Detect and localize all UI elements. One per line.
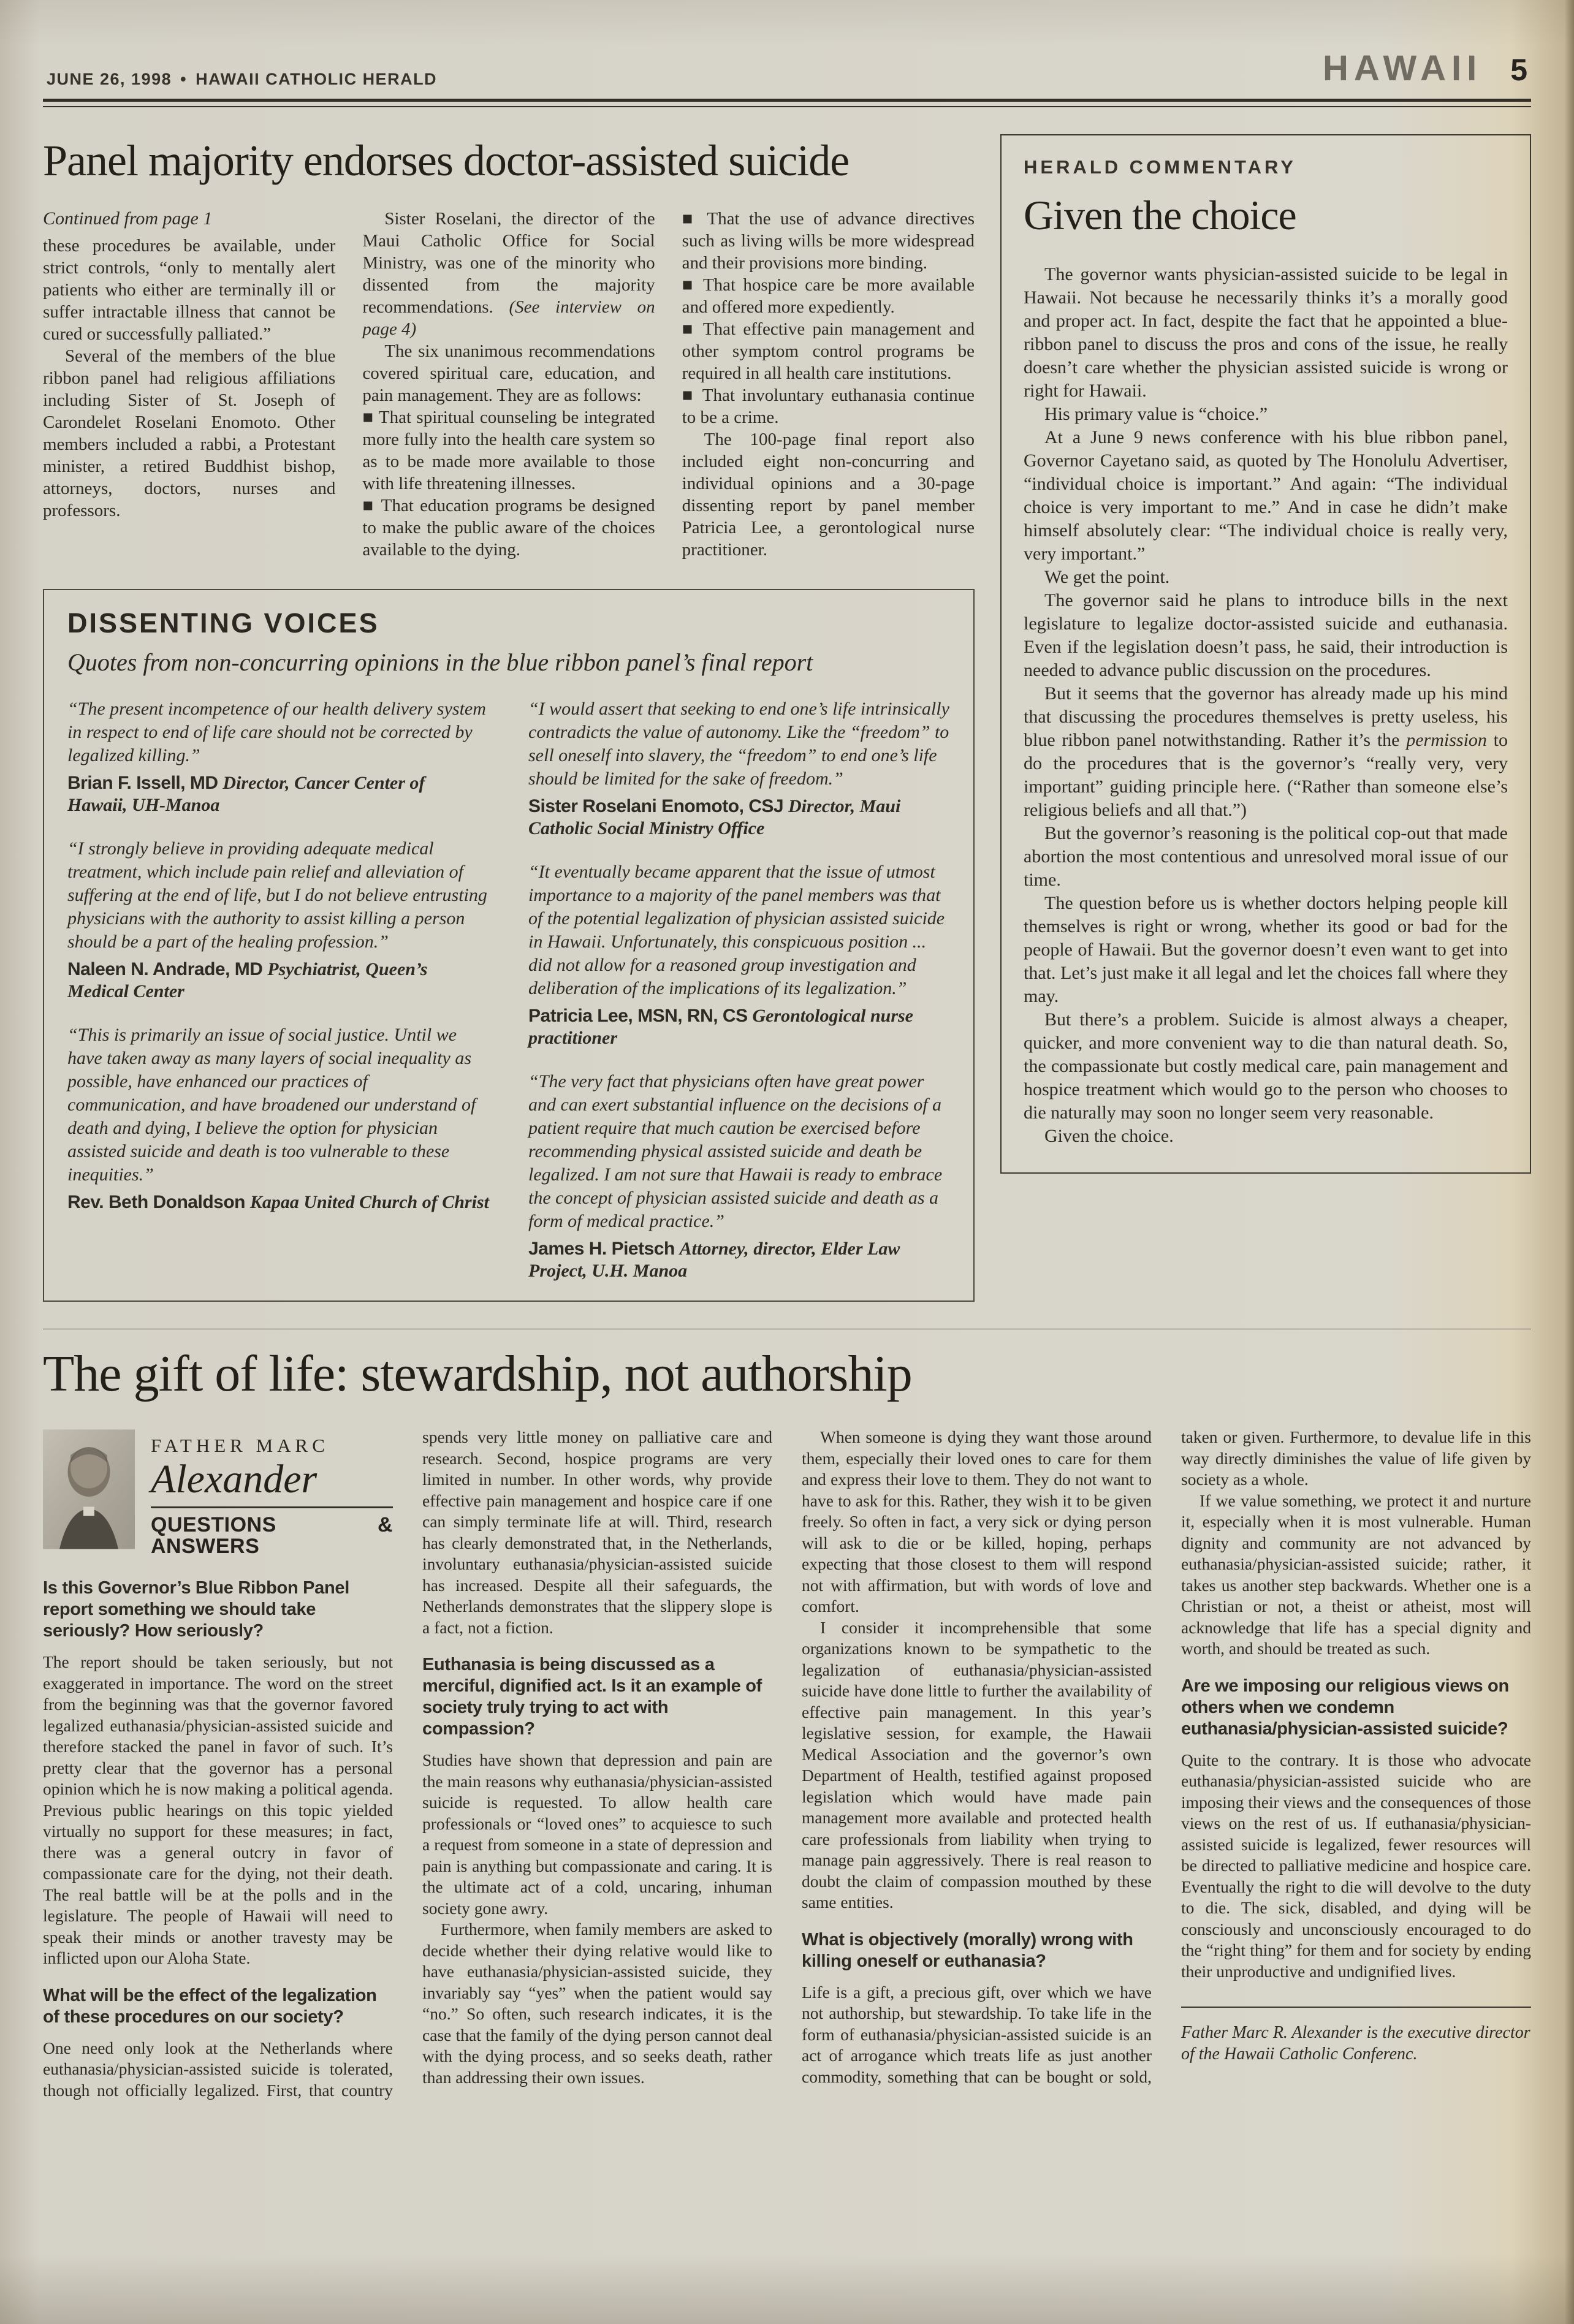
left-zone (43, 134, 975, 1302)
quote-attribution (528, 796, 950, 840)
paragraph: Given the choice. (1044, 1126, 1174, 1146)
question: Euthanasia is being discussed as a merciful, dignified act. Is it an example of society truly trying to act with compassion? (422, 1655, 762, 1739)
commentary-box (1000, 134, 1531, 1174)
gift-of-life-article (43, 1329, 1531, 2101)
answer-paragraph: If we value something, we protect it and nurture it, especially when it is most vulnerable. Human dignity and community are not advanced by euthanasia/physician-assisted suicide; rather, it takes us another step backwards. Whether one is a Christian or not, a theist or atheist, most will acknowledge that life has a special dignity and worth, and should be treated as such. (1181, 1490, 1531, 1658)
paragraph: We get the point. (1044, 567, 1170, 587)
question: What is objectively (morally) wrong with killing oneself or euthanasia? (802, 1929, 1133, 1971)
byline-name: Alexander (151, 1458, 393, 1508)
bullet-item: ■ That effective pain management and other symptom control programs be required in all health care institutions. (682, 319, 975, 383)
attribution-name: Naleen N. Andrade, MD (67, 959, 268, 979)
bullet-item: ■ That spiritual counseling be integrated more fully into the health care system so as to be made more available to those with life threatening illnesses. (362, 407, 655, 493)
portrait-photo-icon (43, 1429, 135, 1549)
bullet-item: ■ That involuntary euthanasia continue to be a crime. (682, 385, 975, 427)
byline-block (43, 1429, 393, 1557)
dissent-quote-block (67, 697, 489, 816)
paragraph: The question before us is whether doctors helping people kill themselves is right or wrong, whether its good or bad for the people of Hawaii. But the governor doesn’t even want to get into that. Let’s just make it all legal and let the choices fall where they may. (1024, 893, 1508, 1006)
masthead-separator: • (180, 70, 188, 88)
dissenting-voices-box (43, 589, 975, 1302)
masthead-right (1323, 48, 1527, 89)
quote-attribution (67, 1191, 489, 1213)
answer-paragraph: Studies have shown that depression and pain are the main reasons why euthanasia/physician-assisted suicide is requested. To allow health care professionals or “loved ones” to acquiesce to such a request from someone in a state of depression and pain is anything but compassionate and caring. It is the ultimate act of a cold, uncaring, inhuman society gone awry. (422, 1750, 772, 1918)
page-header (43, 32, 1531, 99)
paragraph: The governor said he plans to introduce bills in the next legislature to legalize doctor-assisted suicide and euthanasia. Even if the legislation doesn’t pass, he said, their introduction is needed to advance public discussion on the procedures. (1024, 590, 1508, 680)
attribution-title: Psychiatrist, Queen’s Medical Center (67, 959, 428, 1001)
main-article-body (43, 208, 975, 561)
question: Are we imposing our religious views on others when we condemn euthanasia/physician-assisted suicide? (1181, 1676, 1509, 1739)
paragraph: The governor wants physician-assisted suicide to be legal in Hawaii. Not because he necessarily thinks it’s a morally good and proper act. In fact, despite the fact that he appointed a blue-ribbon panel to discuss the pros and cons of the issue, he really doesn’t care whether the physician assisted suicide is wrong or right for Hawaii. (1024, 264, 1508, 401)
dissent-quote-block (528, 1070, 950, 1282)
commentary-body (1024, 263, 1508, 1148)
paragraph: The six unanimous recommendations covered spiritual care, education, and pain management. They are as follows: (362, 341, 655, 405)
byline-text (151, 1429, 393, 1557)
paper-name: HAWAII CATHOLIC HERALD (196, 70, 438, 88)
header-rule (43, 99, 1531, 107)
quote-attribution (528, 1005, 950, 1049)
bullet-item: ■ That hospice care be more available and offered more expediently. (682, 275, 975, 317)
masthead (47, 70, 437, 89)
quote-text: “I strongly believe in providing adequate medical treatment, which include pain relief and alleviation of suffering at the end of life, but I do not believe entrusting physicians with the authority to assist killing a person should be a part of the healing profession.” (67, 838, 487, 952)
footer-note: Father Marc R. Alexander is the executive director of the Hawaii Catholic Conferenc. (1181, 2007, 1531, 2065)
date-line: JUNE 26, 1998 (47, 70, 172, 88)
attribution-title: Director, Cancer Center of Hawaii, UH-Manoa (67, 772, 425, 815)
attribution-name: James H. Pietsch (528, 1238, 680, 1259)
top-zone (43, 134, 1531, 1302)
paragraph: But it seems that the governor has already made up his mind that discussing the procedures themselves is pretty useless, his blue ribbon panel notwithstanding. Rather it’s the permission to do the procedures that is the governor’s “really very, very important” guiding principle here. (“Rather than someone else’s religious beliefs and all that.”) (1024, 683, 1508, 820)
answer-paragraph: Quite to the contrary. It is those who advocate euthanasia/physician-assisted suicide who are imposing their views and the consequences of those views on the rest of us. If euthanasia/physician-assisted suicide is legalized, fewer resources will be directed to palliative medicine and hospice care. Eventually the right to die will devolve to the duty to die. The sick, disabled, and dying will be consciously and unconsciously encouraged to do the “right thing” for them and for society by ending their unproductive and undignified lives. (1181, 1750, 1531, 1981)
quote-attribution (528, 1238, 950, 1282)
quote-text: “The very fact that physicians often have great power and can exert substantial influence on the decisions of a patient require that much caution be exercised before recommending physical assisted suicide and death be legalized. I am not sure that Hawaii is ready to embrace the concept of physician assisted suicide and death as a form of medical practice.” (528, 1071, 943, 1231)
attribution-name: Patricia Lee, MSN, RN, CS (528, 1005, 753, 1026)
answer-paragraph: One need only look at the Netherlands where euthanasia/physician-assisted suicide is tolerated, though not officially legalized. First, that country spends very little money on palliative care and research. Second, hospice programs are very limited in number. In other words, why provide effective pain management and hospice care if one can simply terminate life at will. Third, research has clearly demonstrated that, in the Netherlands, involuntary euthanasia/physician-assisted suicide has increased. Despite all their safeguards, the Netherlands demonstrates that the slippery slope is a fact, not a fiction. (43, 1427, 772, 2100)
quote-text: “It eventually became apparent that the issue of utmost importance to a majority of the panel members was that of the potential legalization of physician assisted suicide in Hawaii. Unfortunately, this conspicuous position ... did not allow for a reasoned group investigation and deliberation of the implications of its legalization.” (528, 861, 945, 998)
attribution-title: Gerontological nurse practitioner (528, 1005, 913, 1048)
main-article (43, 138, 975, 561)
attribution-name: Rev. Beth Donaldson (67, 1191, 250, 1212)
dissenting-subtitle: Quotes from non-concurring opinions in the blue ribbon panel’s final report (67, 648, 813, 676)
quote-text: “This is primarily an issue of social justice. Until we have taken away as many layers of social inequality as possible, have enhanced our practices of communication, and have broadened our understand of death and dying, I believe the option for physician assisted suicide and death is too vulnerable to these inequities.” (67, 1024, 476, 1185)
answer-paragraph: Furthermore, when family members are asked to decide whether their dying relative would like to have euthanasia/physician-assisted suicide, they invariably say “yes” when the patient would say “no.” So often, such research indicates, it is the case that the family of the dying person cannot deal with the dying process, and so seeks death, rather than addressing their own issues. (422, 1920, 772, 2087)
paragraph: But the governor’s reasoning is the political cop-out that made abortion the most contentious and unresolved moral issue of our time. (1024, 823, 1508, 890)
paragraph: But there’s a problem. Suicide is almost always a cheaper, quicker, and more convenient way to die than natural death. So, the compassionate but costly medical care, pain management and hospice treatment which would go to the person who chooses to die naturally may soon no longer seem very reasonable. (1024, 1009, 1508, 1123)
byline-tagline: QUESTIONS & ANSWERS (151, 1513, 393, 1558)
attribution-name: Sister Roselani Enomoto, CSJ (528, 796, 788, 816)
main-headline: Panel majority endorses doctor-assisted suicide (43, 136, 850, 185)
attribution-title: Kapaa United Church of Christ (249, 1191, 489, 1212)
question: Is this Governor’s Blue Ribbon Panel report something we should take seriously? How seriously? (43, 1578, 350, 1641)
byline-kicker: FATHER MARC (151, 1435, 329, 1457)
dissent-quote-block (528, 860, 950, 1049)
paragraph: At a June 9 news conference with his blue ribbon panel, Governor Cayetano said, as quoted by The Honolulu Advertiser, “individual choice is important.” And again: “The individual choice is very important to me.” And in case he didn’t make himself absolutely clear: “The individual choice is really very, very important.” (1024, 427, 1508, 564)
paragraph: The 100-page final report also included eight non-concurring and individual opinions and a 30-page dissenting report by panel member Patricia Lee, a gerontological nurse practitioner. (682, 429, 975, 560)
section-label: HAWAII (1322, 48, 1483, 88)
bullet-item: ■ That the use of advance directives such as living wills be more widespread and their provisions more binding. (682, 208, 975, 273)
father-marc-photo (43, 1429, 135, 1549)
commentary-kicker: HERALD COMMENTARY (1024, 156, 1296, 178)
dissenting-quotes (67, 697, 950, 1282)
paragraph: Sister Roselani, the director of the Maui Catholic Office for Social Ministry, was one of the minority who dissented from the majority recommendations. (See interview on page 4) (362, 208, 655, 339)
answer-paragraph: I consider it incomprehensible that some organizations known to be sympathetic to the legalization of euthanasia/physician-assisted suicide have done little to further the availability of effective pain management. In this year’s legislative session, for example, the Hawaii Medical Association and the governor’s own Department of Health, testified against proposed legislation which would have made pain management more available and protected health care professionals from liability when trying to manage pain aggressively. There is real reason to doubt the claim of compassion mouthed by these same entities. (802, 1617, 1152, 1912)
attribution-name: Brian F. Issell, MD (67, 772, 223, 793)
commentary-headline: Given the choice (1024, 192, 1296, 238)
gift-headline: The gift of life: stewardship, not authorship (43, 1345, 912, 1402)
paragraph: Several of the members of the blue ribbon panel had religious affiliations including Sister of St. Joseph of Carondelet Roselani Enomoto. Other members included a rabbi, a Protestant minister, a retired Buddhist bishop, attorneys, doctors, nurses and professors. (43, 346, 336, 520)
quote-text: “The present incompetence of our health delivery system in respect to end of life care should not be corrected by legalized killing.” (67, 698, 486, 765)
continued-note: Continued from page 1 (43, 208, 213, 229)
dissenting-title: DISSENTING VOICES (67, 607, 379, 639)
answer-paragraph: When someone is dying they want those around them, especially their loved ones to care for them and express their love to them. They do not want to have to ask for this. Rather, they wish it to be given freely. So often in fact, a very sick or dying person will ask to die or be killed, hoping, perhaps expecting that those closest to them will respond not with affirmation, but with words of love and comfort. (802, 1427, 1152, 1616)
paragraph: His primary value is “choice.” (1044, 404, 1268, 424)
dissent-quote-block (67, 1023, 489, 1213)
paragraph: these procedures be available, under strict controls, “only to mentally alert patients who either are terminally ill or suffer intractable illness that cannot be cured or successfully palliated.” (43, 235, 336, 344)
answer-paragraph: The report should be taken seriously, but not exaggerated in importance. The word on the street from the beginning was that the governor favored legalized euthanasia/physician-assisted suicide and therefore stacked the panel in favor of such. It’s pretty clear that the governor has a personal opinion which he is now making a political agenda. Previous public hearings on this topic yielded virtually no support for these measures; in fact, there was a general outcry in favor of compassionate care for the dying, not their death. The real battle will be at the polls and in the legislature. The people of Hawaii will need to speak their minds or another travesty may be inflicted upon our Aloha State. (43, 1652, 393, 1968)
question: What will be the effect of the legalization of these procedures on our society? (43, 1985, 377, 2027)
bullet-item: ■ That education programs be designed to make the public aware of the choices available to the dying. (362, 495, 655, 560)
dissent-quote-block (67, 837, 489, 1003)
quote-attribution (67, 959, 489, 1003)
attribution-title: Director, Maui Catholic Social Ministry Office (528, 796, 901, 838)
answer-paragraph: Life is a gift, a precious gift, over which we have not authorship, but stewardship. To take life in the form of euthanasia/physician-assisted suicide is an act of arrogance which treats life as just another commodity, something that can be bought or sold, taken or given. Furthermore, to devalue life in this way directly diminishes the value of life given by society as a whole. (802, 1427, 1531, 2086)
quote-attribution (67, 772, 489, 816)
page-number: 5 (1510, 53, 1527, 87)
dissent-quote-block (528, 697, 950, 840)
quote-text: “I would assert that seeking to end one’s life intrinsically contradicts the value of autonomy. Like the “freedom” to sell oneself into slavery, the “freedom” to end one’s life should be limited for the sake of freedom.” (528, 698, 949, 789)
attribution-title: Attorney, director, Elder Law Project, U.H. Manoa (528, 1238, 900, 1281)
gift-article-body (43, 1427, 1531, 2101)
